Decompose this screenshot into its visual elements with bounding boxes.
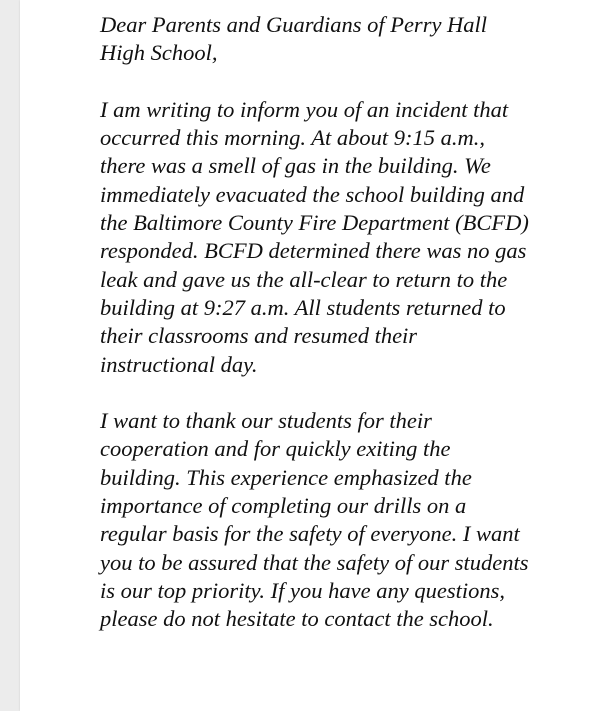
text-line: there was a smell of gas in the building. We <box>100 153 491 179</box>
text-line: instructional day. <box>100 351 258 377</box>
text-line: building. This experience emphasized the <box>100 464 472 490</box>
text-line: regular basis for the safety of everyone. I want <box>100 521 520 547</box>
text-line: immediately evacuated the school building and <box>100 181 525 207</box>
text-line: occurred this morning. At about 9:15 a.m., <box>100 125 485 151</box>
text-line: importance of completing our drills on a <box>100 493 467 519</box>
text-line: I am writing to inform you of an incident that <box>100 96 509 122</box>
letter-page <box>20 0 600 711</box>
text-line: building at 9:27 a.m. All students returned to <box>100 294 506 320</box>
letter-greeting <box>100 11 580 68</box>
text-line: High School, <box>100 40 218 66</box>
text-line: please do not hesitate to contact the school. <box>100 606 494 632</box>
text-line: responded. BCFD determined there was no gas <box>100 238 527 264</box>
text-line: Dear Parents and Guardians of Perry Hall <box>100 12 488 37</box>
text-line: their classrooms and resumed their <box>100 323 418 349</box>
letter-paragraph-incident <box>100 96 580 379</box>
paragraph-gap <box>100 379 580 407</box>
letter-body <box>100 11 580 634</box>
text-line: leak and gave us the all-clear to return to the <box>100 266 508 292</box>
text-line: I want to thank our students for their <box>100 408 432 434</box>
paragraph-gap <box>100 68 580 96</box>
text-line: the Baltimore County Fire Department (BCFD) <box>100 210 529 236</box>
text-line: cooperation and for quickly exiting the <box>100 436 451 462</box>
text-line: is our top priority. If you have any questions, <box>100 577 505 603</box>
letter-paragraph-thanks <box>100 407 580 633</box>
text-line: you to be assured that the safety of our students <box>100 549 529 575</box>
